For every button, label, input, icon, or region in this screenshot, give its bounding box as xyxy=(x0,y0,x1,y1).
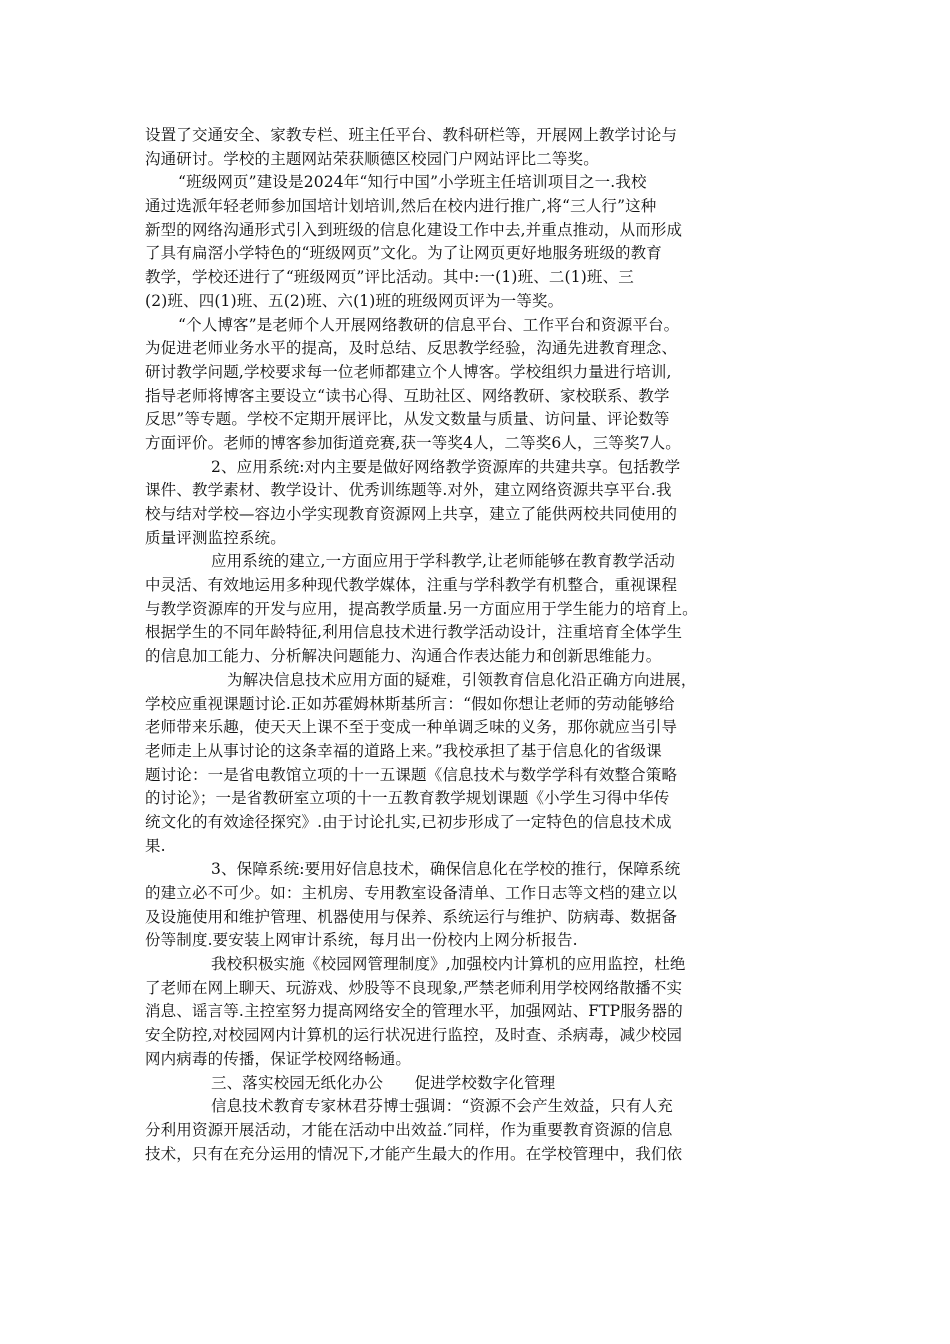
text-line: 及设施使用和维护管理、机器使用与保养、系统运行与维护、防病毒、数据备 xyxy=(145,907,678,926)
text-line: 为促进老师业务水平的提高，及时总结、反思教学经验，沟通先进教育理念、 xyxy=(145,339,678,358)
text-line: 中灵活、有效地运用多种现代教学媒体，注重与学科教学有机整合，重视课程 xyxy=(145,576,678,595)
text-line: 3、保障系统:要用好信息技术，确保信息化在学校的推行，保障系统 xyxy=(211,860,681,879)
text-line: 研讨教学问题,学校要求每一位老师都建立个人博客。学校组织力量进行培训, xyxy=(145,362,672,381)
text-line: 我校积极实施《校园网管理制度》,加强校内计算机的应用监控，杜绝 xyxy=(211,955,686,974)
text-line: 新型的网络沟通形式引入到班级的信息化建设工作中去,并重点推动，从而形成 xyxy=(145,220,683,239)
text-line: 信息技术教育专家林君芬博士强调：“资源不会产生效益，只有人充 xyxy=(211,1097,673,1116)
text-line: “个人博客”是老师个人开展网络教研的信息平台、工作平台和资源平台。 xyxy=(178,315,680,334)
text-line: 教学，学校还进行了“班级网页”评比活动。其中:一(1)班、二(1)班、三 xyxy=(145,268,634,287)
text-line: 了老师在网上聊天、玩游戏、炒股等不良现象,严禁老师利用学校网络散播不实 xyxy=(145,978,683,997)
text-line: 质量评测监控系统。 xyxy=(145,528,286,547)
text-line: 老师带来乐趣，使天天上课不至于变成一种单调乏味的义务，那你就应当引导 xyxy=(145,718,678,737)
text-line: 方面评价。老师的博客参加街道竞赛,获一等奖4人，二等奖6人，三等奖7人。 xyxy=(145,433,681,452)
text-line: 题讨论：一是省电教馆立项的十一五课题《信息技术与数学学科有效整合策略 xyxy=(145,765,678,784)
text-line: 统文化的有效途径探究》.由于讨论扎实,已初步形成了一定特色的信息技术成 xyxy=(145,812,672,831)
text-line: 反思”等专题。学校不定期开展评比，从发文数量与质量、访问量、评论数等 xyxy=(145,410,670,429)
text-line: 学校应重视课题讨论.正如苏霍姆林斯基所言：“假如你想让老师的劳动能够给 xyxy=(145,694,675,713)
text-line: 根据学生的不同年龄特征,利用信息技术进行教学活动设计，注重培育全体学生 xyxy=(145,623,683,642)
text-line: 分利用资源开展活动，才能在活动中出效益.″同样，作为重要教育资源的信息 xyxy=(145,1120,673,1139)
text-line: 技术，只有在充分运用的情况下,才能产生最大的作用。在学校管理中，我们依 xyxy=(145,1144,683,1163)
text-line: 指导老师将博客主要设立“读书心得、互助社区、网络教研、家校联系、教学 xyxy=(145,386,670,405)
text-line: 的建立必不可少。如：主机房、专用教室设备清单、工作日志等文档的建立以 xyxy=(145,884,678,902)
document-body xyxy=(145,124,807,1166)
text-line: 设置了交通安全、家教专栏、班主任平台、教科研栏等，开展网上教学讨论与 xyxy=(145,126,678,144)
text-line: 消息、谣言等.主控室努力提高网络安全的管理水平，加强网站、FTP服务器的 xyxy=(145,1002,683,1021)
text-line: 的信息加工能力、分析解决问题能力、沟通合作表达能力和创新思维能力。 xyxy=(145,647,662,666)
text-line: 网内病毒的传播，保证学校网络畅通。 xyxy=(145,1049,412,1068)
text-line: 安全防控,对校园网内计算机的运行状况进行监控，及时查、杀病毒，减少校园 xyxy=(145,1026,683,1045)
text-line: 份等制度.要安装上网审计系统，每月出一份校内上网分析报告. xyxy=(145,931,578,950)
text-line: 为解决信息技术应用方面的疑难，引领教育信息化沿正确方向进展， xyxy=(227,670,697,689)
text-line: (2)班、四(1)班、五(2)班、六(1)班的班级网页评为一等奖。 xyxy=(145,291,564,310)
text-line: 沟通研讨。学校的主题网站荣获顺德区校园门户网站评比二等奖。 xyxy=(145,149,599,168)
text-line: 老师走上从事讨论的这条幸福的道路上来。”我校承担了基于信息化的省级课 xyxy=(145,741,662,760)
text-line: 通过选派年轻老师参加国培计划培训,然后在校内进行推广,将“三人行”这种 xyxy=(145,197,657,216)
text-line: 果. xyxy=(145,836,166,855)
text-line: 三、落实校园无纸化办公 促进学校数字化管理 xyxy=(211,1073,556,1092)
text-line: 2、应用系统:对内主要是做好网络教学资源库的共建共享。包括教学 xyxy=(211,457,681,476)
text-line: 与教学资源库的开发与应用，提高教学质量.另一方面应用于学生能力的培育上。 xyxy=(145,599,698,618)
text-line: 了具有扁滘小学特色的“班级网页”文化。为了让网页更好地服务班级的教育 xyxy=(145,244,662,263)
text-line: 课件、教学素材、教学设计、优秀训练题等.对外，建立网络资源共享平台.我 xyxy=(145,481,672,500)
text-line: 校与结对学校—容边小学实现教育资源网上共享，建立了能供两校共同使用的 xyxy=(145,505,678,523)
text-line: 应用系统的建立,一方面应用于学科教学,让老师能够在教育教学活动 xyxy=(211,552,676,571)
text-line: “班级网页”建设是2024年“知行中国”小学班主任培训项目之一.我校 xyxy=(178,173,647,192)
text-line: 的讨论》；一是省教研室立项的十一五教育教学规划课题《小学生习得中华传 xyxy=(145,789,670,808)
